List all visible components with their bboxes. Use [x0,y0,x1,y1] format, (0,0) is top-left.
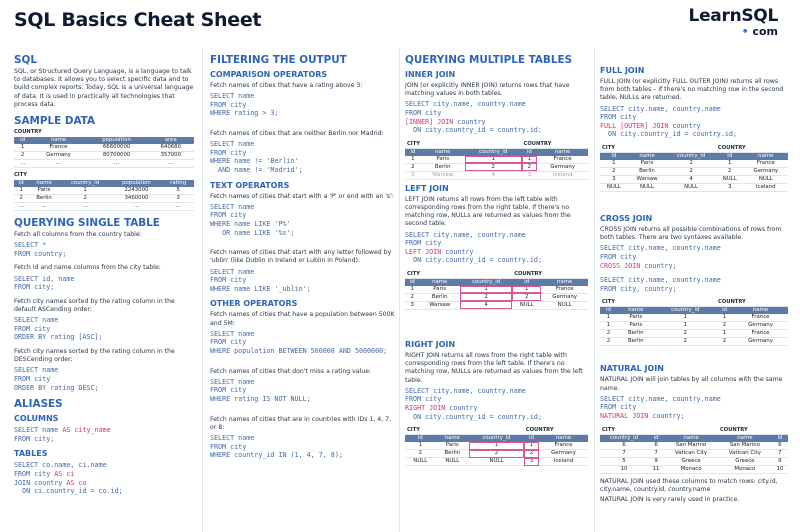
header [0,0,800,44]
subsection-title-cross-join: CROSS JOIN [600,213,653,223]
code-snippet: SELECT name FROM city WHERE rating IS NOT NULL; [210,377,311,403]
table-row: 2 Berlin 2 2 Germany [405,293,588,301]
table-row: 10 11 Monaco Monaco 10 [600,465,788,473]
table-header-row: id name population area [14,137,194,144]
code-snippet: SELECT name FROM city WHERE name LIKE 'P%' OR name LIKE '%s'; [210,202,295,237]
example-description: Fetch city names sorted by the rating column in the default ASCending order: [14,297,175,313]
column-3 [405,48,588,532]
column-divider [202,48,203,532]
table-row: 3 Warsaw 4 3 Iceland [405,171,588,179]
table-row: 1 Paris 1 1 France [405,442,588,450]
table-label-row: CITY COUNTRY [405,427,588,435]
full-join-result-table [600,145,788,192]
table-row: 2 Germany 80700000 357000 [14,152,194,160]
column-4 [600,48,788,532]
example-description: Fetch names of cities that start with a 'P' or end with an 's': [210,192,394,200]
table-row: 7 7 Vatican City Vatican City 7 [600,449,788,457]
table-row: 6 6 San Marino San Marino 6 [600,442,788,450]
example-description: Fetch names of cities that start with any letter followed by 'ublin' (like Dublin in Ireland or Lublin in Poland): [210,249,392,265]
code-snippet: SELECT id, name FROM city; [14,274,75,292]
table-header-row: country_id id name name id [600,434,788,442]
subsection-title-right-join: RIGHT JOIN [405,339,456,349]
table-row: NULL NULL NULL 3 Iceland [600,183,788,191]
column-2 [210,48,395,532]
table-row: 1 Paris 1 1 France [600,314,788,322]
table-header-row: id name country_id population rating [14,180,194,187]
table-row: 3 Warsaw 4 NULL NULL [405,301,588,309]
code-snippet: SELECT name FROM city ORDER BY rating DESC; [14,366,99,392]
example-description: Fetch all columns from the country table: [14,231,142,239]
code-snippet: SELECT city.name, country.name FROM city CROSS JOIN country; [600,244,721,270]
natural-join-result-table [600,427,788,474]
table-row: NULL NULL NULL 3 Iceland [405,458,588,466]
example-description: Fetch names of cities that have a rating above 3: [210,82,363,89]
country-table [14,137,194,168]
section-title-sample-data: SAMPLE DATA [14,115,95,128]
right-join-result-table [405,427,588,466]
example-description: FULL JOIN (or explicitly FULL OUTER JOIN) returns all rows from both tables – if there's no matching row in the second table, NULLs are returned. [600,78,784,102]
subsection-title-other-operators: OTHER OPERATORS [210,299,298,309]
table-header-row: id name country_id id name [600,152,788,160]
table-row: 1 Paris 1 2 Germany [600,322,788,330]
code-snippet: SELECT name FROM city WHERE rating > 3; [210,92,279,118]
subsection-title-tables: TABLES [14,449,48,459]
table-row: 1 Paris 1 1 France [600,160,788,168]
code-snippet: SELECT city.name, country.name FROM city LEFT JOIN country ON city.country_id = country.id; [405,230,542,265]
table-row: ... ... ... ... [14,160,194,168]
example-description: LEFT JOIN returns all rows from the left table with corresponding rows from the right table. If there's no matching row, NULLs are returned as values from the second table. [405,195,571,228]
code-snippet: SELECT city.name, country.name FROM city [INNER] JOIN country ON city.country_id = country.id; [405,100,542,135]
table-header-row: id name country_id id name [600,307,788,315]
inner-join-result-table [405,141,588,180]
example-description: Fetch names of cities that have a population between 500K and 5M: [210,311,395,327]
table-row: 1 Paris 1 1 France [405,286,588,294]
subsection-title-columns: COLUMNS [14,414,59,424]
table-label-city: CITY [14,172,28,179]
code-snippet: SELECT name AS city_name FROM city; [14,426,111,443]
table-label-row: CITY COUNTRY [600,299,788,307]
section-title-aliases: ALIASES [14,398,63,411]
code-snippet: SELECT name FROM city ORDER BY rating [ASC]; [14,316,103,342]
table-label-row: CITY COUNTRY [600,145,788,153]
table-header-row: id name country_id id name [405,148,588,156]
logo-dot-icon: • [741,25,749,38]
table-row: 2 Berlin 2 3460000 3 [14,195,194,203]
learnsql-logo[interactable] [688,6,778,38]
subsection-title-natural-join: NATURAL JOIN [600,364,664,374]
sql-description: SQL, or Structured Query Language, is a language to talk to databases. It allows you to select specific data and to build complex reports. Today, SQL is a universal language of data. It is used in practically all technologies that process data. [14,68,194,108]
example-description: RIGHT JOIN returns all rows from the right table with corresponding rows from the left table. If there's no matching row, NULLs are returned as values from the left table. [405,351,583,384]
example-description: NATURAL JOIN will join tables by all columns with the same name. [600,376,783,392]
page-title: SQL Basics Cheat Sheet [14,9,262,31]
table-header-row: id name country_id id name [405,435,588,443]
column-1 [14,48,194,532]
natural-join-note: NATURAL JOIN used these columns to match rows: city.id, city.name, country.id, country.name [600,477,778,493]
example-description: Fetch names of cities that don't miss a rating value: [210,367,372,375]
code-snippet: SELECT city.name, country.name FROM city NATURAL JOIN country; [600,394,721,420]
section-title-querying-single-table: QUERYING SINGLE TABLE [14,217,160,230]
code-snippet: SELECT co.name, ci.name FROM city AS ci JOIN country AS co ON ci.country_id = co.id; [14,461,123,496]
table-row: 1 France 66600000 640680 [14,144,194,152]
column-divider [594,48,595,532]
code-snippet: SELECT name FROM city WHERE country_id IN (1, 4, 7, 8); [210,433,343,460]
example-description: CROSS JOIN returns all possible combinations of rows from both tables. There are two syntaxes available. [600,225,782,242]
natural-join-note: NATURAL JOIN is very rarely used in practice. [600,495,740,503]
section-title-querying-multiple-tables: QUERYING MULTIPLE TABLES [405,54,573,66]
code-snippet: SELECT city.name, country.name FROM city RIGHT JOIN country ON city.country_id = country.id; [405,386,542,421]
table-row: 2 Berlin 2 1 France [600,330,788,338]
table-row: 2 Berlin 2 2 Germany [600,167,788,175]
column-divider [399,48,400,532]
code-snippet: SELECT name FROM city WHERE population BETWEEN 500000 AND 5000000; [210,329,388,355]
logo-main: LearnSQL [688,6,778,26]
subsection-title-left-join: LEFT JOIN [405,183,449,193]
code-snippet: SELECT name FROM city WHERE name != 'Berlin' AND name != 'Madrid'; [210,140,303,174]
subsection-title-full-join: FULL JOIN [600,66,645,75]
table-row: ... ... ... ... ... [14,203,194,211]
code-snippet: SELECT city.name, country.name FROM city FULL [OUTER] JOIN country ON city.country_id = country.id; [600,104,737,139]
table-row: 2 Berlin 2 2 Germany [405,163,588,171]
section-title-sql: SQL [14,54,37,66]
left-join-result-table [405,271,588,310]
table-row: 5 9 Greece Greece 9 [600,457,788,465]
table-header-row: id name country_id id name [405,278,588,286]
logo-sub: com [752,25,778,38]
table-row: 3 Warsaw 4 NULL NULL [600,175,788,183]
example-description: JOIN (or explicitly INNER JOIN) returns rows that have matching values in both tables. [405,82,570,98]
example-description: Fetch names of cities that are in countries with IDs 1, 4, 7, or 8: [210,415,392,431]
table-row: 1 Paris 1 2243000 5 [14,187,194,195]
table-label-row: CITY COUNTRY [600,427,788,435]
table-row: 2 Berlin 2 2 Germany [405,450,588,458]
code-snippet: SELECT * FROM country; [14,241,67,258]
subsection-title-comparison: COMPARISON OPERATORS [210,70,328,79]
section-title-filtering: FILTERING THE OUTPUT [210,54,347,66]
example-description: Fetch city names sorted by the rating column in the DESCending order: [14,347,175,364]
code-snippet: SELECT city.name, country.name FROM city, country; [600,276,721,293]
subsection-title-inner-join: INNER JOIN [405,70,456,79]
example-description: Fetch names of cities that are neither Berlin nor Madrid: [210,129,384,137]
table-row: 2 Berlin 2 2 Germany [600,338,788,346]
table-label-row: CITY COUNTRY [405,141,588,149]
city-table [14,180,194,211]
code-snippet: SELECT name FROM city WHERE name LIKE '_ublin'; [210,267,311,293]
subsection-title-text-operators: TEXT OPERATORS [210,180,290,190]
table-label-row: CITY COUNTRY [405,271,588,279]
cross-join-result-table [600,299,788,346]
table-label-country: COUNTRY [14,129,42,136]
example-description: Fetch id and name columns from the city table: [14,264,161,272]
table-row: 1 Paris 1 1 France [405,156,588,164]
